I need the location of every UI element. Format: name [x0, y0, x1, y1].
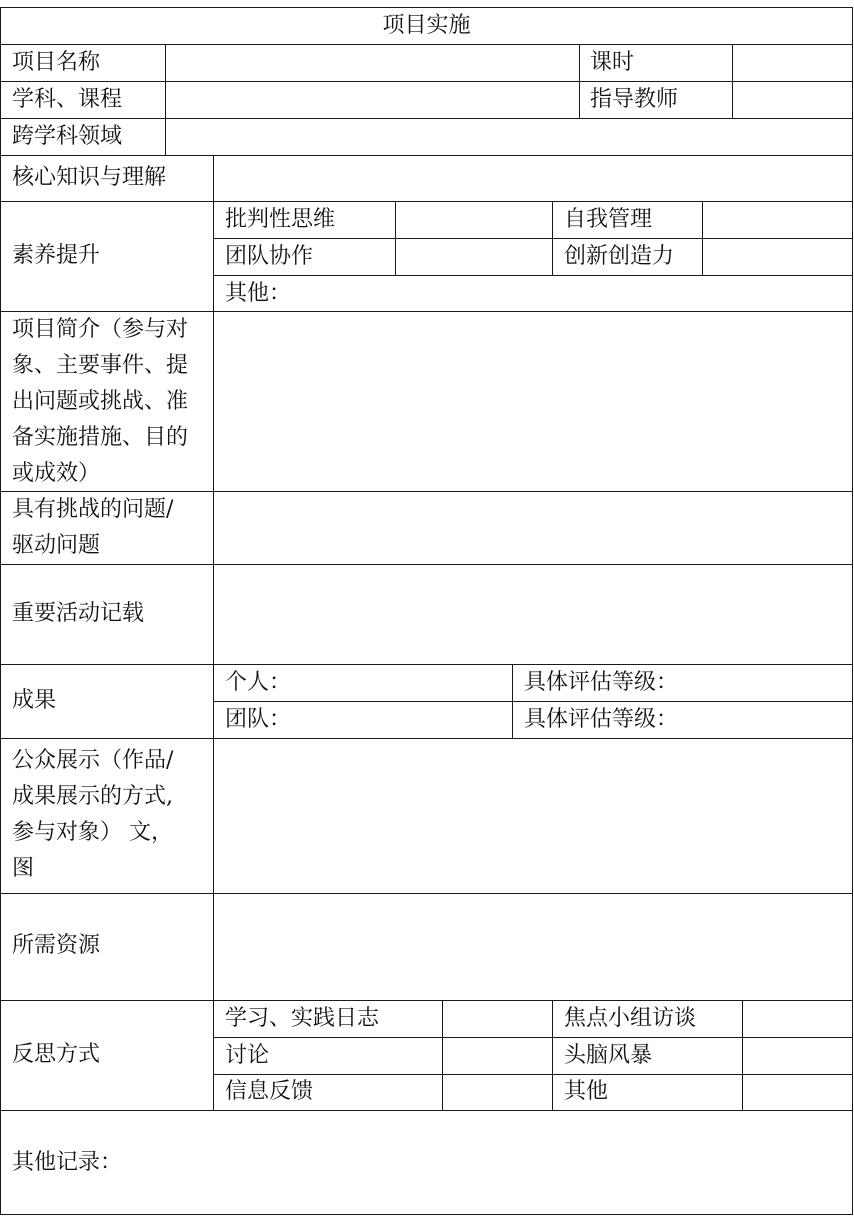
journal-label: 学习、实践日志 [225, 1006, 380, 1031]
rule [213, 275, 853, 276]
interdisciplinary-domain-label: 跨学科领域 [12, 124, 123, 149]
feedback-label: 信息反馈 [225, 1079, 314, 1104]
driving-question-label-line: 具有挑战的问题/ [12, 497, 174, 522]
teamwork-label: 团队协作 [225, 244, 314, 269]
rule [0, 1000, 853, 1001]
rule [579, 44, 580, 118]
team-result-label: 团队： [225, 707, 292, 732]
rule [552, 1000, 553, 1110]
creativity-label: 创新创造力 [564, 244, 675, 269]
public-showcase-field[interactable] [214, 739, 852, 893]
subject-course-label: 学科、课程 [12, 87, 123, 112]
evaluation-grade-label: 具体评估等级： [524, 707, 679, 732]
reflection-other-field[interactable] [743, 1075, 852, 1110]
critical-thinking-label: 批判性思维 [225, 207, 336, 232]
public-showcase-label-line: 成果展示的方式, [12, 784, 173, 809]
form-title: 项目实施 [382, 13, 471, 38]
project-intro-label-line: 备实施措施、目的 [12, 425, 189, 450]
project-intro-label-line: 项目简介（参与对 [12, 317, 189, 342]
instructor-field[interactable] [733, 82, 852, 118]
literacy-other-label: 其他： [225, 281, 292, 306]
literacy-label: 素养提升 [12, 243, 101, 268]
results-label: 成果 [12, 688, 57, 713]
reflection-other-label: 其他 [564, 1079, 609, 1104]
subject-course-field[interactable] [166, 82, 578, 118]
instructor-label: 指导教师 [590, 87, 679, 112]
rule [552, 201, 553, 275]
feedback-field[interactable] [443, 1075, 552, 1110]
public-showcase-label-line: 图 [12, 856, 35, 881]
driving-question-label-line: 驱动问题 [12, 533, 101, 558]
project-intro-field[interactable] [214, 312, 852, 491]
rule [0, 664, 853, 665]
core-knowledge-label: 核心知识与理解 [12, 165, 167, 190]
self-management-label: 自我管理 [564, 207, 653, 232]
rule [0, 1110, 853, 1111]
critical-thinking-field[interactable] [396, 202, 552, 238]
class-hours-field[interactable] [733, 45, 852, 81]
interdisciplinary-domain-field[interactable] [166, 119, 852, 155]
personal-result-label: 个人： [225, 670, 292, 695]
key-activities-label: 重要活动记载 [12, 601, 145, 626]
project-intro-label-line: 象、主要事件、提 [12, 353, 189, 378]
rule [512, 664, 513, 738]
brainstorm-label: 头脑风暴 [564, 1043, 653, 1068]
evaluation-grade-label: 具体评估等级： [524, 670, 679, 695]
resources-label: 所需资源 [12, 933, 101, 958]
rule [0, 1214, 853, 1215]
public-showcase-label-line: 参与对象） 文， [12, 820, 173, 845]
public-showcase-label-line: 公众展示（作品/ [12, 748, 174, 773]
project-intro-label-line: 出问题或挑战、准 [12, 389, 189, 414]
self-management-field[interactable] [703, 202, 852, 238]
resources-field[interactable] [214, 894, 852, 1000]
rule [0, 7, 1, 1215]
journal-field[interactable] [443, 1001, 552, 1037]
reflection-label: 反思方式 [12, 1042, 101, 1067]
project-name-label: 项目名称 [12, 50, 101, 75]
creativity-field[interactable] [703, 239, 852, 275]
key-activities-field[interactable] [214, 565, 852, 664]
rule [852, 7, 853, 1215]
focus-group-label: 焦点小组访谈 [564, 1006, 697, 1031]
driving-question-field[interactable] [214, 492, 852, 564]
class-hours-label: 课时 [590, 50, 635, 75]
discussion-field[interactable] [443, 1038, 552, 1074]
discussion-label: 讨论 [225, 1043, 270, 1068]
teamwork-field[interactable] [396, 239, 552, 275]
project-intro-label-line: 或成效） [12, 461, 101, 486]
focus-group-field[interactable] [743, 1001, 852, 1037]
core-knowledge-field[interactable] [214, 156, 852, 201]
project-name-field[interactable] [166, 45, 578, 81]
other-records-label: 其他记录： [12, 1150, 123, 1175]
brainstorm-field[interactable] [743, 1038, 852, 1074]
